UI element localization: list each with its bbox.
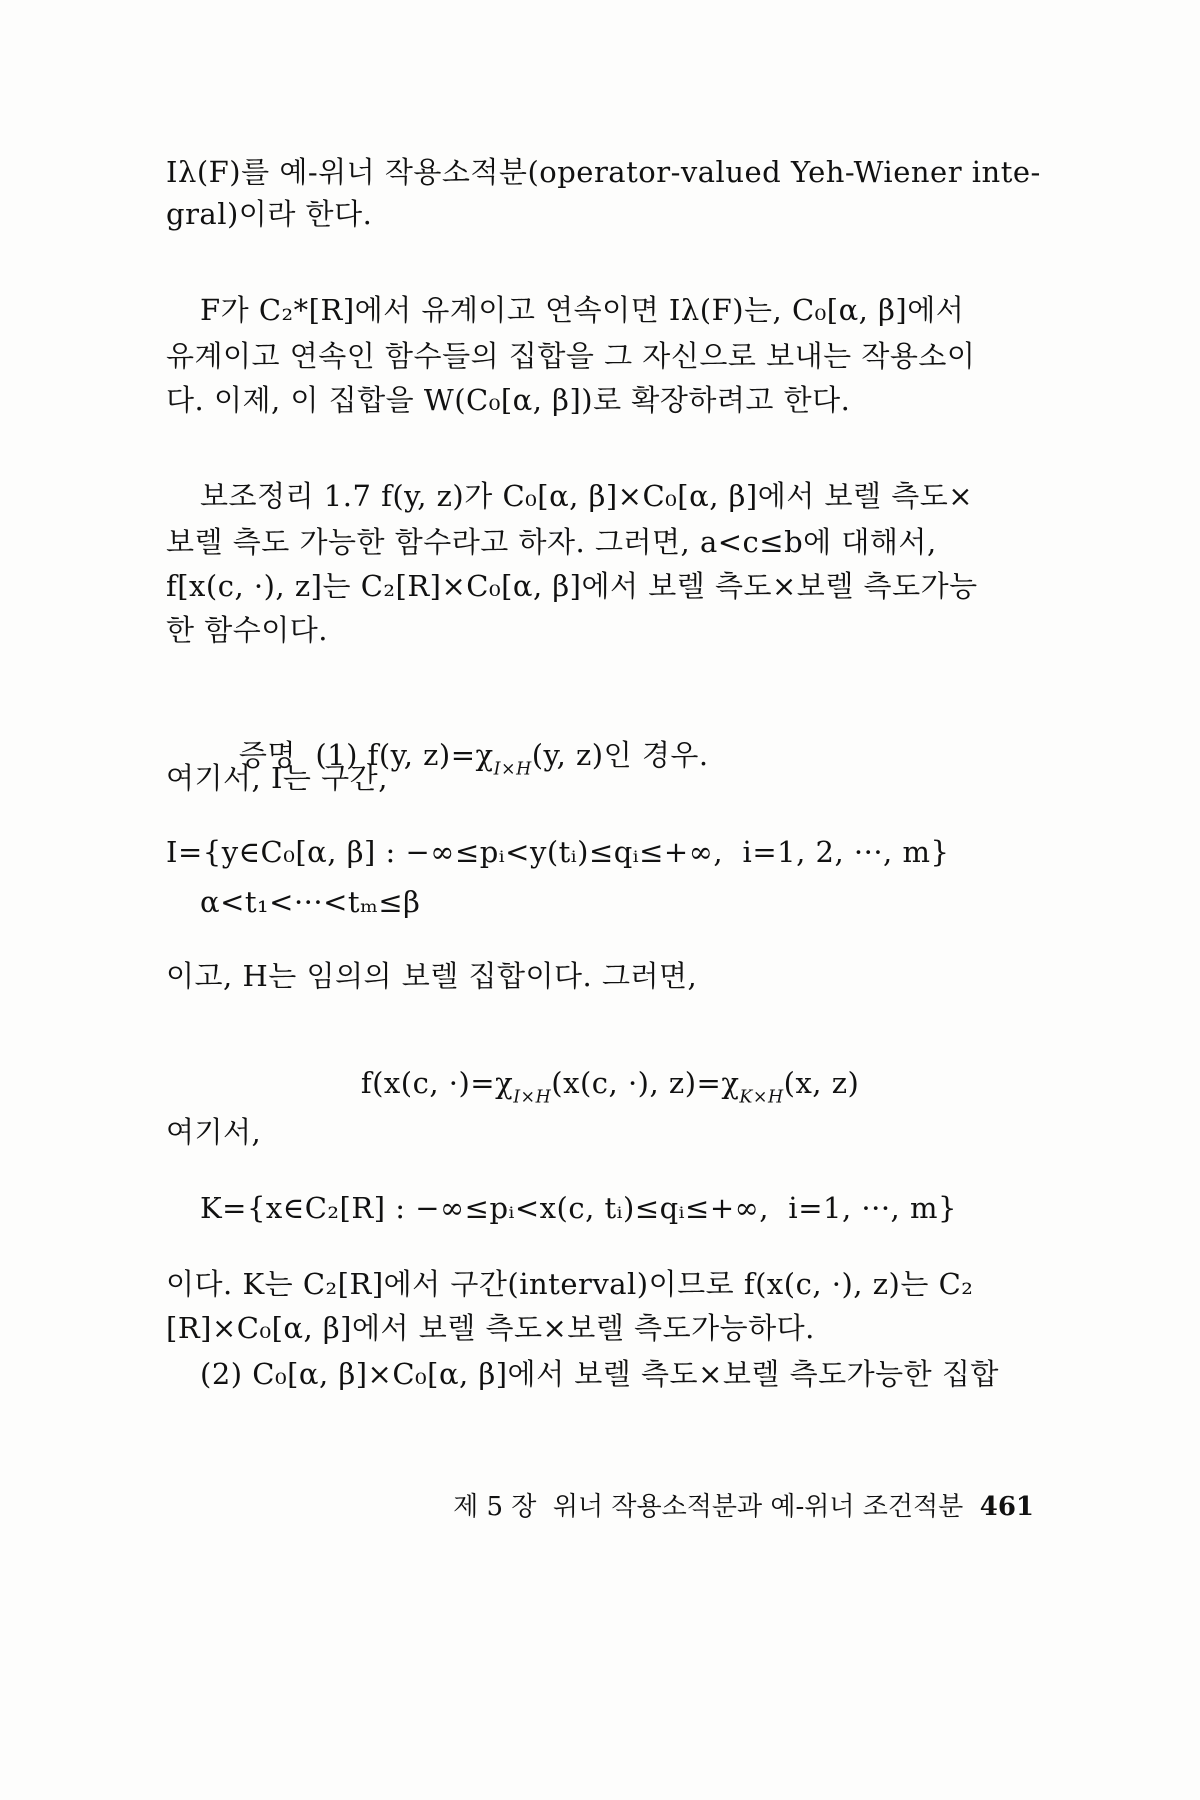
proof-line3: 이고, H는 임의의 보렐 집합이다. 그러면, (166, 959, 698, 993)
lemma-line4: 한 함수이다. (166, 613, 329, 647)
equation-interval-I: I={y∈C₀[α, β] : −∞≤pᵢ<y(tᵢ)≤qᵢ≤+∞, i=1, 2, ···, m} (166, 835, 950, 869)
proof-line1-subscript: I×H (493, 759, 532, 780)
equation-characteristic-part2: (x(c, ·), z)=χ (551, 1066, 740, 1100)
equation-characteristic (322, 1040, 859, 1136)
equation-characteristic-part1: f(x(c, ·)=χ (360, 1066, 514, 1100)
running-footer (420, 1468, 1034, 1546)
proof-line4: 여기서, (166, 1115, 262, 1149)
paragraph1-line1: Iλ(F)를 예-위너 작용소적분(operator-valued Yeh-Wiener inte- (166, 155, 1041, 189)
paragraph2-line1: F가 C₂*[R]에서 유계이고 연속이면 Iλ(F)는, C₀[α, β]에서 (200, 293, 965, 327)
equation-characteristic-sub2: K×H (739, 1087, 784, 1108)
equation-characteristic-sub1: I×H (513, 1087, 552, 1108)
paragraph2-line3: 다. 이제, 이 집합을 W(C₀[α, β])로 확장하려고 한다. (166, 383, 851, 417)
paragraph2-line2: 유계이고 연속인 함수들의 집합을 그 자신으로 보내는 작용소이 (166, 339, 976, 373)
proof-line5: 이다. K는 C₂[R]에서 구간(interval)이므로 f(x(c, ·), z)는 C₂ (166, 1267, 974, 1301)
lemma-line3: f[x(c, ·), z]는 C₂[R]×C₀[α, β]에서 보렐 측도×보렐 측도가능 (166, 569, 978, 603)
page-number: 461 (979, 1492, 1035, 1522)
proof-line2: 여기서, I는 구간, (166, 761, 388, 795)
equation-characteristic-part3: (x, z) (783, 1066, 860, 1100)
proof-line1-tail: (y, z)인 경우. (531, 738, 709, 772)
paragraph1-line2: gral)이라 한다. (166, 197, 373, 231)
proof-line1-head: 증명 (1) f(y, z)=χ (238, 738, 494, 772)
equation-interval-I-condition: α<t₁<···<tₘ≤β (200, 885, 421, 919)
equation-interval-K: K={x∈C₂[R] : −∞≤pᵢ<x(c, tᵢ)≤qᵢ≤+∞, i=1, ···, m} (200, 1191, 957, 1225)
proof-line6: [R]×C₀[α, β]에서 보렐 측도×보렐 측도가능하다. (166, 1311, 815, 1345)
lemma-line1: 보조정리 1.7 f(y, z)가 C₀[α, β]×C₀[α, β]에서 보렐 측도× (200, 479, 974, 513)
lemma-line2: 보렐 측도 가능한 함수라고 하자. 그러면, a<c≤b에 대해서, (166, 525, 937, 559)
chapter-title: 제 5 장 위너 작용소적분과 예-위너 조건적분 (453, 1492, 964, 1522)
proof-line7: (2) C₀[α, β]×C₀[α, β]에서 보렐 측도×보렐 측도가능한 집합 (200, 1357, 999, 1391)
